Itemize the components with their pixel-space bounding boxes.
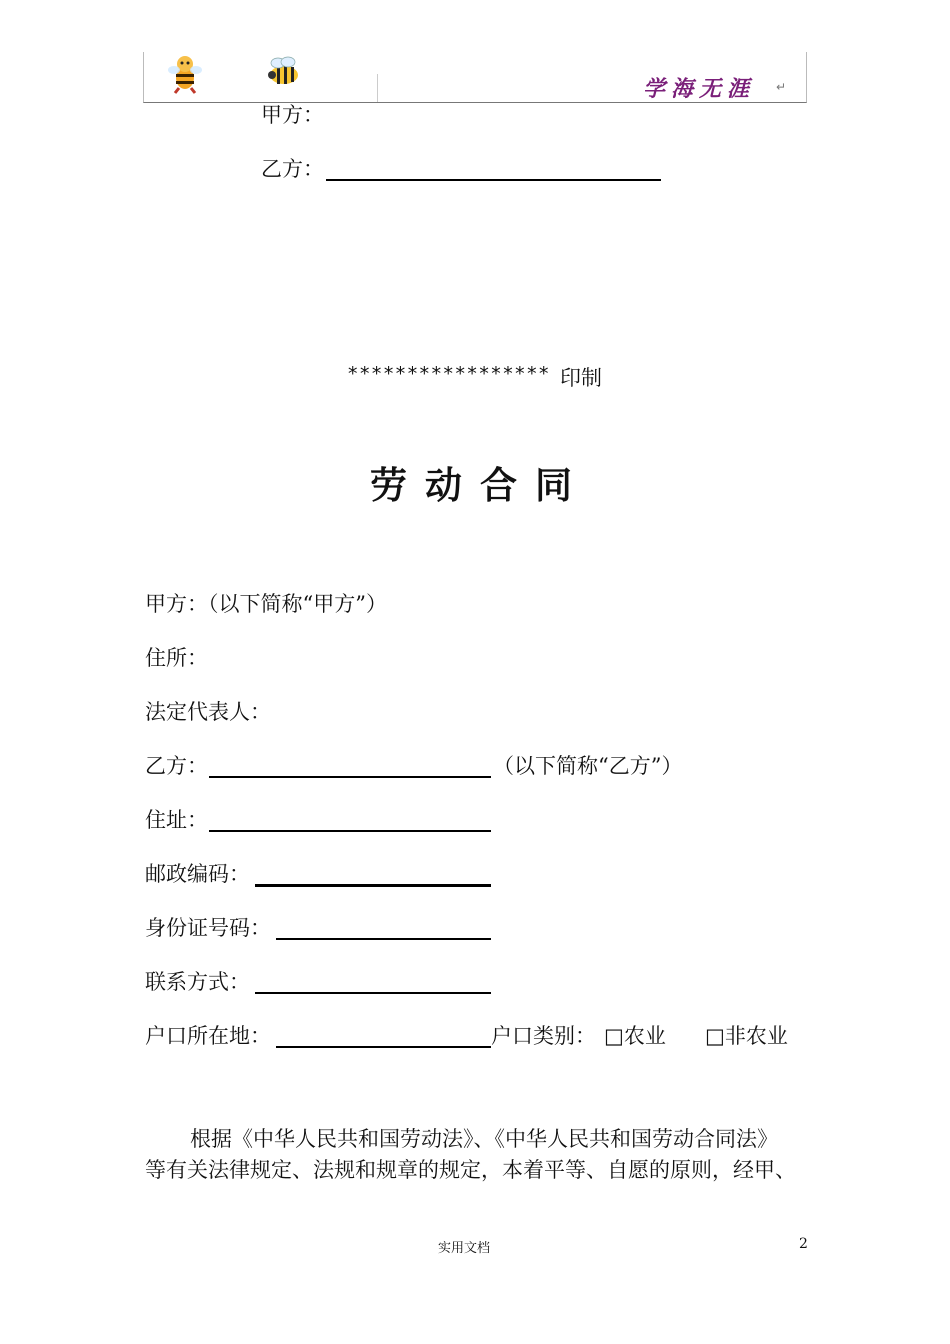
hukou-type-label: 户口类别：	[491, 1024, 596, 1048]
address-label: 住址：	[145, 808, 208, 832]
party-b-underline	[209, 776, 491, 778]
page-number: 2	[799, 1236, 808, 1252]
bee-cartoon-icon	[165, 52, 205, 94]
party-a-field: 甲方：（以下简称“甲方”）	[145, 592, 387, 616]
contact-underline	[255, 992, 491, 994]
hukou-location-underline	[276, 1046, 491, 1048]
brand-logo-text: 学海无涯	[643, 76, 756, 102]
document-title: 劳动合同	[370, 464, 590, 507]
postal-code-underline	[255, 884, 491, 887]
party-b-suffix: （以下简称“乙方”）	[493, 754, 683, 778]
paragraph-mark: ↵	[776, 80, 787, 94]
printer-label: 印制	[560, 366, 602, 390]
postal-code-label: 邮政编码：	[145, 862, 250, 886]
residence-field: 住所：	[145, 646, 208, 670]
legal-rep-field: 法定代表人：	[145, 700, 271, 724]
printer-stars: *****************	[347, 363, 550, 385]
checkbox-agricultural: □农业	[604, 1024, 666, 1048]
body-line-1: 根据《中华人民共和国劳动法》、《中华人民共和国劳动合同法》	[190, 1127, 778, 1151]
top-party-a-label: 甲方：	[261, 103, 324, 127]
hukou-location-label: 户口所在地：	[145, 1024, 271, 1048]
id-number-label: 身份证号码：	[145, 916, 271, 940]
header-divider	[377, 74, 378, 102]
contact-label: 联系方式：	[145, 970, 250, 994]
footer-text: 实用文档	[438, 1241, 491, 1256]
party-b-label: 乙方：	[145, 754, 208, 778]
top-party-b-underline	[326, 179, 661, 181]
id-number-underline	[276, 938, 491, 940]
checkbox-non-agricultural: □非农业	[705, 1024, 788, 1048]
top-party-b-label: 乙方：	[261, 157, 324, 181]
body-line-2: 等有关法律规定、法规和规章的规定，本着平等、自愿的原则，经甲、	[145, 1158, 796, 1182]
bee-icon	[264, 55, 302, 87]
address-underline	[209, 830, 491, 832]
